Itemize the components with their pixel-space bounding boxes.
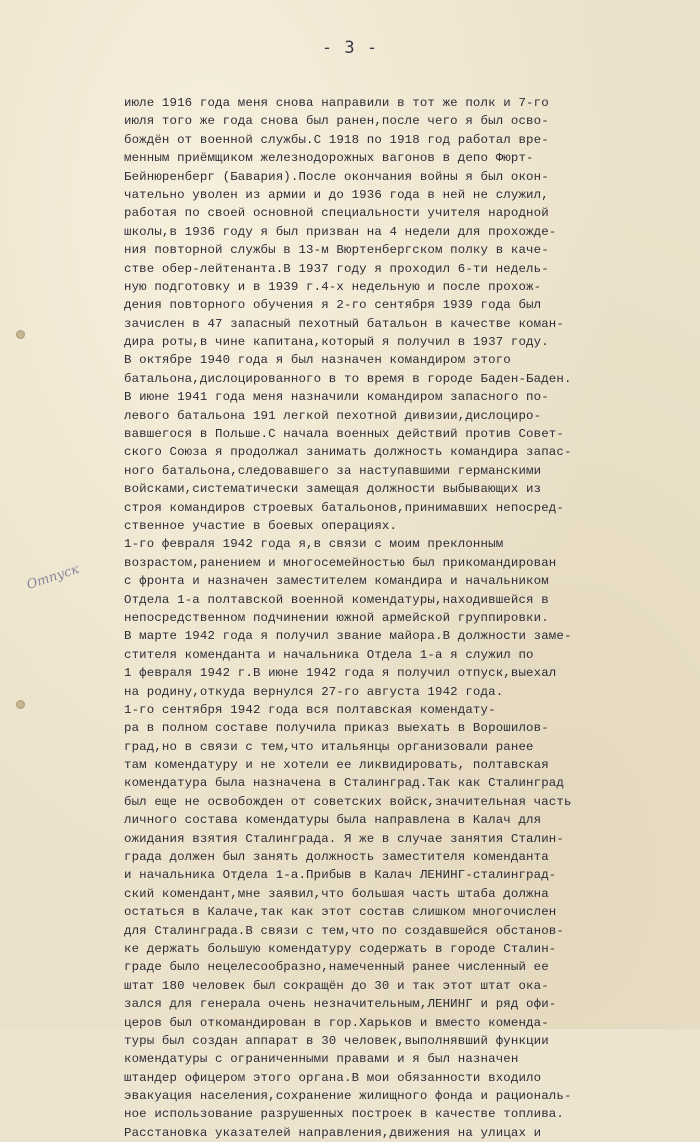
text-line: ственное участие в боевых операциях. xyxy=(124,518,398,533)
text-line: работая по своей основной специальности учителя народной xyxy=(124,206,549,221)
text-line: комендатура была назначена в Сталинград.Так как Сталинград xyxy=(124,776,564,791)
text-line: стителя коменданта и начальника Отдела 1-а я служил по xyxy=(124,647,534,662)
punch-hole-top xyxy=(16,330,25,339)
text-line: школы,в 1936 году я был призван на 4 недели для прохожде- xyxy=(124,224,557,239)
text-line: там комендатуру и не хотели ее ликвидировать, полтавская xyxy=(124,758,549,773)
text-line: граде было нецелесообразно,намеченный ранее численный ее xyxy=(124,960,549,975)
text-line: дира роты,в чине капитана,который я получил в 1937 году. xyxy=(124,335,549,350)
text-line: эвакуация населения,сохранение жилищного фонда и рациональ- xyxy=(124,1089,572,1104)
text-line: войсками,систематически замещая должности выбывающих из xyxy=(124,482,542,497)
text-line: зачислен в 47 запасный пехотный батальон в качестве коман- xyxy=(124,316,564,331)
text-line: комендатуры с ограниченными правами и я был назначен xyxy=(124,1052,519,1067)
text-line: Бейнюренберг (Бавария).После окончания войны я был окон- xyxy=(124,169,549,184)
text-line: штандер офицером этого органа.В мои обязанности входило xyxy=(124,1070,542,1085)
text-line: ния повторной службы в 13-м Вюртенбергском полку в каче- xyxy=(124,243,549,258)
text-line: ную подготовку и в 1939 г.4-х недельную и после прохож- xyxy=(124,279,542,294)
text-line: чательно уволен из армии и до 1936 года в ней не служил, xyxy=(124,187,549,202)
text-line: зался для генерала очень незначительным,ЛЕНИНГ и ряд офи- xyxy=(124,997,557,1012)
text-line: Расстановка указателей направления,движения на улицах и xyxy=(124,1125,542,1140)
text-line: возрастом,ранением и многосемейностью был прикомандирован xyxy=(124,555,557,570)
text-line: Отдела 1-а полтавской военной комендатуры,находившейся в xyxy=(124,592,549,607)
text-line: дения повторного обучения я 2-го сентября 1939 года был xyxy=(124,298,542,313)
text-line: с фронта и назначен заместителем командира и начальником xyxy=(124,574,549,589)
text-line: стве обер-лейтенанта.В 1937 году я проходил 6-ти недель- xyxy=(124,261,549,276)
text-line: штат 180 человек был сокращён до 30 и так этот штат ока- xyxy=(124,978,549,993)
text-line: бождён от военной службы.С 1918 по 1918 год работал вре- xyxy=(124,132,549,147)
text-line: 1-го сентября 1942 года вся полтавская комендату- xyxy=(124,702,496,717)
text-line: на родину,откуда вернулся 27-го августа 1942 года. xyxy=(124,684,504,699)
text-line: левого батальона 191 легкой пехотной дивизии,дислоциро- xyxy=(124,408,542,423)
text-line: церов был откомандирован в гор.Харьков и вместо коменда- xyxy=(124,1015,549,1030)
text-line: для Сталинграда.В связи с тем,что по создавшейся обстанов- xyxy=(124,923,564,938)
handwritten-margin-note: Отпуск xyxy=(25,562,81,593)
text-line: остаться в Калаче,так как этот состав слишком многочислен xyxy=(124,905,557,920)
text-line: батальона,дислоцированного в то время в городе Баден-Баден. xyxy=(124,371,572,386)
text-line: менным приёмщиком железнодорожных вагонов в депо Фюрт- xyxy=(124,151,534,166)
text-line: 1-го февраля 1942 года я,в связи с моим преклонным xyxy=(124,537,504,552)
text-line: июля того же года снова был ранен,после чего я был осво- xyxy=(124,114,549,129)
text-line: личного состава комендатуры была направлена в Калач для xyxy=(124,813,542,828)
text-line: ра в полном составе получила приказ выехать в Ворошилов- xyxy=(124,721,549,736)
text-line: ного батальона,следовавшего за наступавшими германскими xyxy=(124,463,542,478)
text-line: был еще не освобожден от советских войск,значительная часть xyxy=(124,794,572,809)
text-line: ского Союза я продолжал занимать должность командира запас- xyxy=(124,445,572,460)
text-line: строя командиров строевых батальонов,принимавших непосред- xyxy=(124,500,564,515)
punch-hole-bottom xyxy=(16,700,25,709)
text-line: непосредственном подчинении южной армейской группировки. xyxy=(124,610,549,625)
text-line: ожидания взятия Сталинграда. Я же в случае занятия Сталин- xyxy=(124,831,564,846)
page-number: - 3 - xyxy=(321,38,379,58)
text-line: ский комендант,мне заявил,что большая часть штаба должна xyxy=(124,886,549,901)
text-line: В марте 1942 года я получил звание майора.В должности заме- xyxy=(124,629,572,644)
text-line: 1 февраля 1942 г.В июне 1942 года я получил отпуск,выехал xyxy=(124,666,557,681)
text-line: В октябре 1940 года я был назначен командиром этого xyxy=(124,353,511,368)
text-line: ке держать большую комендатуру содержать в городе Сталин- xyxy=(124,941,557,956)
text-line: В июне 1941 года меня назначили командиром запасного по- xyxy=(124,390,549,405)
document-body xyxy=(124,94,644,1142)
text-line: града должен был занять должность заместителя коменданта xyxy=(124,850,549,865)
text-line: ное использование разрушенных построек в качестве топлива. xyxy=(124,1107,564,1122)
text-line: вавшегося в Польше.С начала военных действий против Совет- xyxy=(124,427,564,442)
text-line: июле 1916 года меня снова направили в тот же полк и 7-го xyxy=(124,96,549,110)
text-line: град,но в связи с тем,что итальянцы организовали ранее xyxy=(124,739,534,754)
text-line: туры был создан аппарат в 30 человек,выполнявший функции xyxy=(124,1033,549,1048)
text-line: и начальника Отдела 1-а.Прибыв в Калач ЛЕНИНГ-сталинград- xyxy=(124,868,557,883)
